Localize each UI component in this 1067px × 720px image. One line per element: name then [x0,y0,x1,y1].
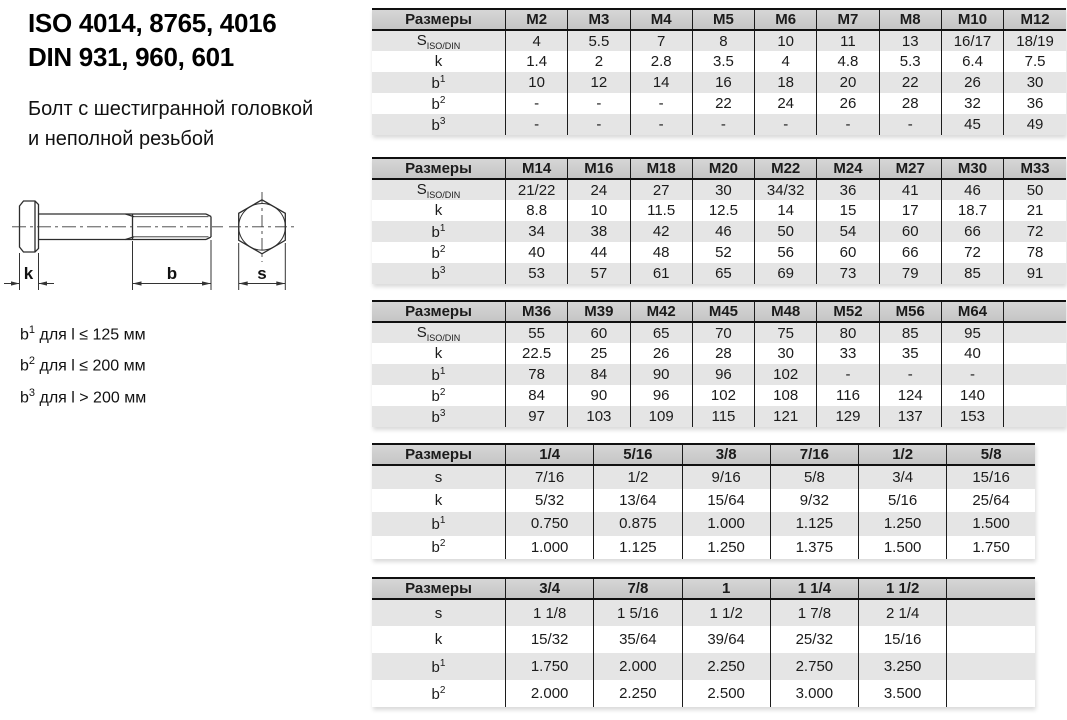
value-cell: 36 [817,179,879,200]
value-cell: 22 [692,93,754,114]
value-cell: - [568,93,630,114]
row-label: k [372,343,506,364]
value-cell: 8.8 [506,200,568,221]
value-cell: 109 [630,406,692,427]
value-cell: 10 [755,30,817,51]
value-cell: 1 5/16 [594,599,682,626]
row-label: k [372,51,506,72]
value-cell: 40 [506,242,568,263]
row-label: $b^2$ [372,242,506,263]
value-cell: 48 [630,242,692,263]
value-cell: 96 [692,364,754,385]
title-iso-line: ISO 4014, 8765, 4016 [28,8,277,38]
value-cell: 78 [1004,242,1066,263]
table-row [372,200,1066,221]
value-cell: 2.000 [506,680,594,707]
value-cell-empty [1004,406,1066,427]
value-cell: - [817,114,879,135]
size-column-header: Размеры [372,301,506,322]
value-cell: 15 [817,200,879,221]
subtitle-line-1: Болт с шестигранной головкой [28,98,314,120]
value-cell: 50 [755,221,817,242]
value-cell: 40 [941,343,1003,364]
value-cell: - [941,364,1003,385]
value-cell: 34 [506,221,568,242]
row-label: $b^3$ [372,114,506,135]
column-header: M10 [941,9,1003,30]
spec-table-metric-m14-m33 [372,157,1066,284]
value-cell: 6.4 [941,51,1003,72]
column-header: M39 [568,301,630,322]
value-cell: 116 [817,385,879,406]
row-label: k [372,200,506,221]
row-label: $S_{ISO/DIN}$ [372,179,506,200]
column-header: 1/4 [506,444,594,465]
column-header: M52 [817,301,879,322]
row-label: $b^2$ [372,536,506,560]
row-label: $S_{ISO/DIN}$ [372,322,506,343]
dim-label-s: s [257,264,267,283]
value-cell: 115 [692,406,754,427]
value-cell: 0.875 [594,512,682,536]
page-subtitle [28,94,313,154]
dim-label-b: b [166,264,178,283]
value-cell: 10 [506,72,568,93]
value-cell: 21 [1004,200,1066,221]
column-header: M8 [879,9,941,30]
value-cell: 3.250 [859,653,947,680]
table-row [372,93,1066,114]
value-cell: 49 [1004,114,1066,135]
value-cell: 90 [630,364,692,385]
value-cell: 1 7/8 [770,599,858,626]
value-cell: 56 [755,242,817,263]
table-row [372,599,1035,626]
size-column-header: Размеры [372,444,506,465]
page-title [28,6,276,74]
value-cell: 1.750 [506,653,594,680]
table-row [372,343,1066,364]
value-cell: 3/4 [859,465,947,489]
value-cell: 65 [692,263,754,284]
column-header: M48 [755,301,817,322]
row-label: $S_{ISO/DIN}$ [372,30,506,51]
value-cell: 1.250 [859,512,947,536]
value-cell: 16 [692,72,754,93]
column-header: 1 1/2 [859,578,947,599]
value-cell: 80 [817,322,879,343]
value-cell: 9/32 [770,489,858,513]
value-cell: 60 [817,242,879,263]
row-label: $b^3$ [372,406,506,427]
value-cell: 129 [817,406,879,427]
value-cell: 102 [692,385,754,406]
column-header: M2 [506,9,568,30]
value-cell: 102 [755,364,817,385]
value-cell: 4 [506,30,568,51]
footnote-b3: $b^3$ для l > 200 мм [20,386,147,406]
value-cell: 5/16 [859,489,947,513]
value-cell: 137 [879,406,941,427]
value-cell: 78 [506,364,568,385]
column-header: M5 [692,9,754,30]
value-cell: - [879,114,941,135]
value-cell: 30 [1004,72,1066,93]
subtitle-line-2: и неполной резьбой [28,128,215,150]
row-label: $b^2$ [372,680,506,707]
value-cell: 15/16 [859,626,947,653]
value-cell: 70 [692,322,754,343]
value-cell: - [817,364,879,385]
value-cell: - [506,93,568,114]
dim-label-k: k [23,264,34,283]
value-cell: 32 [941,93,1003,114]
value-cell: 2.250 [594,680,682,707]
value-cell: 73 [817,263,879,284]
value-cell: 50 [1004,179,1066,200]
value-cell: 7 [630,30,692,51]
value-cell: 24 [755,93,817,114]
value-cell: 8 [692,30,754,51]
column-header: 3/8 [682,444,770,465]
value-cell: 54 [817,221,879,242]
table-row [372,536,1035,560]
row-label: s [372,599,506,626]
column-header: M42 [630,301,692,322]
value-cell: 1.250 [682,536,770,560]
size-column-header: Размеры [372,158,506,179]
value-cell: 2 1/4 [859,599,947,626]
value-cell: 55 [506,322,568,343]
value-cell: - [879,364,941,385]
value-cell: 3.5 [692,51,754,72]
value-cell: 44 [568,242,630,263]
table-row [372,406,1066,427]
table-row [372,385,1066,406]
value-cell: 1 1/8 [506,599,594,626]
column-header: 5/8 [947,444,1035,465]
value-cell: 1.500 [947,512,1035,536]
column-header: M56 [879,301,941,322]
value-cell: 28 [692,343,754,364]
value-cell: 79 [879,263,941,284]
value-cell: 12 [568,72,630,93]
row-label: $b^1$ [372,221,506,242]
column-header: M22 [755,158,817,179]
value-cell: 25/32 [770,626,858,653]
value-cell: 30 [692,179,754,200]
value-cell: 14 [755,200,817,221]
value-cell: 2.000 [594,653,682,680]
value-cell: 52 [692,242,754,263]
row-label: k [372,489,506,513]
table-row [372,512,1035,536]
value-cell: 26 [817,93,879,114]
value-cell: 124 [879,385,941,406]
value-cell: 91 [1004,263,1066,284]
value-cell: 2.8 [630,51,692,72]
column-header: M36 [506,301,568,322]
value-cell: 42 [630,221,692,242]
footnote-b2: $b^2$ для l ≤ 200 мм [20,355,146,375]
column-header: M4 [630,9,692,30]
value-cell: 75 [755,322,817,343]
value-cell: 2 [568,51,630,72]
value-cell: 7.5 [1004,51,1066,72]
value-cell: 16/17 [941,30,1003,51]
value-cell: 60 [568,322,630,343]
value-cell: 72 [1004,221,1066,242]
table-row [372,489,1035,513]
value-cell: 26 [630,343,692,364]
column-header: M14 [506,158,568,179]
row-label: k [372,626,506,653]
value-cell: 2.500 [682,680,770,707]
column-header: M20 [692,158,754,179]
value-cell: 140 [941,385,1003,406]
value-cell: 26 [941,72,1003,93]
footnote-b1: $b^1$ для l ≤ 125 мм [20,324,146,344]
table-row [372,680,1035,707]
value-cell: 85 [879,322,941,343]
value-cell: 15/16 [947,465,1035,489]
value-cell: 46 [692,221,754,242]
row-label: s [372,465,506,489]
value-cell: 53 [506,263,568,284]
value-cell-empty [947,599,1035,626]
value-cell: 34/32 [755,179,817,200]
table-row [372,114,1066,135]
value-cell: 24 [568,179,630,200]
value-cell: 69 [755,263,817,284]
column-header-empty [947,578,1035,599]
row-label: $b^1$ [372,72,506,93]
value-cell: 153 [941,406,1003,427]
value-cell-empty [947,680,1035,707]
value-cell-empty [1004,322,1066,343]
spec-table-metric-m2-m12 [372,8,1066,135]
value-cell: 25/64 [947,489,1035,513]
value-cell: 3.500 [859,680,947,707]
value-cell: 90 [568,385,630,406]
table-row [372,242,1066,263]
value-cell: 65 [630,322,692,343]
table-row [372,626,1035,653]
value-cell: 36 [1004,93,1066,114]
value-cell: 60 [879,221,941,242]
value-cell: 1/2 [594,465,682,489]
value-cell: 1.375 [770,536,858,560]
value-cell: 84 [506,385,568,406]
row-label: $b^1$ [372,364,506,385]
value-cell: 46 [941,179,1003,200]
value-cell: 41 [879,179,941,200]
table-row [372,263,1066,284]
row-label: $b^2$ [372,93,506,114]
row-label: $b^1$ [372,512,506,536]
value-cell: 66 [941,221,1003,242]
value-cell: 4.8 [817,51,879,72]
column-header: 5/16 [594,444,682,465]
bolt-diagram [0,185,320,310]
row-label: $b^2$ [372,385,506,406]
value-cell: 95 [941,322,1003,343]
value-cell: 1.750 [947,536,1035,560]
value-cell: 121 [755,406,817,427]
value-cell: 0.750 [506,512,594,536]
title-din-line: DIN 931, 960, 601 [28,42,234,72]
value-cell: 2.250 [682,653,770,680]
table-row [372,179,1066,200]
value-cell: 5.3 [879,51,941,72]
value-cell-empty [1004,364,1066,385]
value-cell: 5/8 [770,465,858,489]
table-row [372,30,1066,51]
value-cell: 5/32 [506,489,594,513]
column-header: 1 1/4 [770,578,858,599]
value-cell-empty [1004,385,1066,406]
table-row [372,653,1035,680]
value-cell: 1.125 [770,512,858,536]
table-row [372,364,1066,385]
value-cell: 20 [817,72,879,93]
table-row [372,51,1066,72]
value-cell: 11 [817,30,879,51]
column-header: M24 [817,158,879,179]
value-cell: 13/64 [594,489,682,513]
value-cell: 3.000 [770,680,858,707]
value-cell: - [755,114,817,135]
value-cell: 5.5 [568,30,630,51]
row-label: $b^3$ [372,263,506,284]
value-cell: - [506,114,568,135]
value-cell: 38 [568,221,630,242]
value-cell: 108 [755,385,817,406]
footnotes [20,317,146,411]
value-cell: 7/16 [506,465,594,489]
value-cell: 2.750 [770,653,858,680]
value-cell: 72 [941,242,1003,263]
table-row [372,72,1066,93]
column-header: M18 [630,158,692,179]
size-column-header: Размеры [372,9,506,30]
value-cell: 85 [941,263,1003,284]
row-label: $b^1$ [372,653,506,680]
spec-table-imperial-quarter-to-5-8 [372,443,1035,559]
value-cell: - [630,93,692,114]
value-cell-empty [947,653,1035,680]
column-header-empty [1004,301,1066,322]
value-cell: 15/64 [682,489,770,513]
value-cell: 39/64 [682,626,770,653]
value-cell: 18.7 [941,200,1003,221]
value-cell: 28 [879,93,941,114]
value-cell: - [568,114,630,135]
value-cell: 17 [879,200,941,221]
value-cell: 13 [879,30,941,51]
value-cell: 9/16 [682,465,770,489]
value-cell: 1.000 [506,536,594,560]
value-cell: 66 [879,242,941,263]
value-cell: 4 [755,51,817,72]
value-cell: 1.000 [682,512,770,536]
value-cell: 97 [506,406,568,427]
spec-table-imperial-3-4-to-1-1-2 [372,577,1035,707]
value-cell: 14 [630,72,692,93]
value-cell: 30 [755,343,817,364]
value-cell: 11.5 [630,200,692,221]
value-cell: 1 1/2 [682,599,770,626]
column-header: 1/2 [859,444,947,465]
value-cell: 33 [817,343,879,364]
value-cell: 10 [568,200,630,221]
column-header: 7/8 [594,578,682,599]
table-row [372,465,1035,489]
value-cell-empty [947,626,1035,653]
value-cell: 96 [630,385,692,406]
column-header: M12 [1004,9,1066,30]
column-header: M16 [568,158,630,179]
value-cell: 35 [879,343,941,364]
column-header: M33 [1004,158,1066,179]
value-cell: - [692,114,754,135]
column-header: M27 [879,158,941,179]
value-cell: 22.5 [506,343,568,364]
table-row [372,221,1066,242]
value-cell: 1.500 [859,536,947,560]
spec-table-metric-m36-m64 [372,300,1066,427]
value-cell: 21/22 [506,179,568,200]
value-cell: 35/64 [594,626,682,653]
value-cell: 61 [630,263,692,284]
value-cell: 22 [879,72,941,93]
value-cell: 18/19 [1004,30,1066,51]
value-cell-empty [1004,343,1066,364]
column-header: 7/16 [770,444,858,465]
value-cell: 1.4 [506,51,568,72]
value-cell: 12.5 [692,200,754,221]
column-header: M3 [568,9,630,30]
value-cell: 15/32 [506,626,594,653]
value-cell: 1.125 [594,536,682,560]
column-header: 1 [682,578,770,599]
column-header: M30 [941,158,1003,179]
column-header: M7 [817,9,879,30]
value-cell: 103 [568,406,630,427]
value-cell: 25 [568,343,630,364]
value-cell: 27 [630,179,692,200]
column-header: M45 [692,301,754,322]
value-cell: 18 [755,72,817,93]
column-header: 3/4 [506,578,594,599]
value-cell: 84 [568,364,630,385]
value-cell: 57 [568,263,630,284]
column-header: M6 [755,9,817,30]
size-column-header: Размеры [372,578,506,599]
table-row [372,322,1066,343]
value-cell: 45 [941,114,1003,135]
column-header: M64 [941,301,1003,322]
value-cell: - [630,114,692,135]
